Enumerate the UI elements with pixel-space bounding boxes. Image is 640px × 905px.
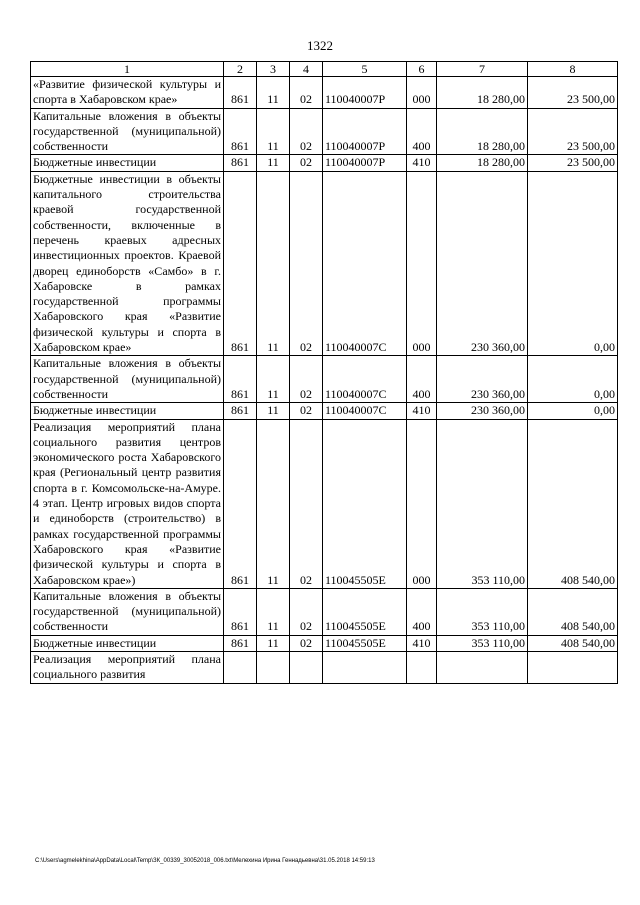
table-row bbox=[31, 651, 618, 683]
column-header: 3 bbox=[257, 62, 290, 77]
table-row bbox=[31, 108, 618, 155]
row-amount-2020: 0,00 bbox=[528, 171, 618, 356]
row-section-code: 11 bbox=[257, 155, 290, 171]
row-amount-2019: 18 280,00 bbox=[437, 108, 528, 155]
row-description: Бюджетные инвестиции bbox=[31, 635, 224, 651]
row-section-code bbox=[257, 651, 290, 683]
row-description: Реализация мероприятий плана социального развития bbox=[31, 651, 224, 683]
row-expense-type: 000 bbox=[407, 77, 437, 109]
row-amount-2019: 353 110,00 bbox=[437, 635, 528, 651]
row-subsection-code: 02 bbox=[290, 635, 323, 651]
table-row bbox=[31, 403, 618, 419]
row-amount-2020: 408 540,00 bbox=[528, 419, 618, 588]
column-header: 4 bbox=[290, 62, 323, 77]
column-header: 8 bbox=[528, 62, 618, 77]
row-expense-type: 410 bbox=[407, 155, 437, 171]
row-section-code: 11 bbox=[257, 419, 290, 588]
row-amount-2019: 230 360,00 bbox=[437, 403, 528, 419]
row-target-article: 110045505E bbox=[323, 588, 407, 635]
row-subsection-code: 02 bbox=[290, 171, 323, 356]
row-description: Реализация мероприятий плана социального развития центров экономического роста Хабаровского края (Региональный центр развития спорта в г. Комсомольске-на-Амуре. 4 этап. Центр игровых видов спорта и единоборств (строительство) в рамках государственной программы Хабаровского края «Развитие физической культуры и спорта в Хабаровском крае») bbox=[31, 419, 224, 588]
row-expense-type: 400 bbox=[407, 588, 437, 635]
column-header: 5 bbox=[323, 62, 407, 77]
row-amount-2019: 353 110,00 bbox=[437, 419, 528, 588]
row-description: Бюджетные инвестиции bbox=[31, 403, 224, 419]
table-row bbox=[31, 588, 618, 635]
row-description: Бюджетные инвестиции bbox=[31, 155, 224, 171]
row-subsection-code: 02 bbox=[290, 419, 323, 588]
row-description: Капитальные вложения в объекты государственной (муниципальной) собственности bbox=[31, 356, 224, 403]
column-header: 6 bbox=[407, 62, 437, 77]
row-ministry-code: 861 bbox=[224, 108, 257, 155]
row-target-article: 110040007C bbox=[323, 356, 407, 403]
row-subsection-code: 02 bbox=[290, 155, 323, 171]
column-header: 2 bbox=[224, 62, 257, 77]
row-ministry-code bbox=[224, 651, 257, 683]
row-section-code: 11 bbox=[257, 108, 290, 155]
row-target-article: 110040007C bbox=[323, 171, 407, 356]
row-subsection-code: 02 bbox=[290, 108, 323, 155]
table-row bbox=[31, 419, 618, 588]
table-row bbox=[31, 155, 618, 171]
row-section-code: 11 bbox=[257, 77, 290, 109]
table-row bbox=[31, 635, 618, 651]
row-subsection-code: 02 bbox=[290, 403, 323, 419]
row-target-article bbox=[323, 651, 407, 683]
row-amount-2020: 0,00 bbox=[528, 356, 618, 403]
row-expense-type: 410 bbox=[407, 635, 437, 651]
row-ministry-code: 861 bbox=[224, 403, 257, 419]
budget-table bbox=[30, 61, 618, 684]
file-path-footer: C:\Users\agmelekhina\AppData\Local\Temp\ЗК_00339_30052018_006.txt\Мелехина Ирина Геннадьевна\31.05.2018 14:59:13 bbox=[35, 858, 375, 864]
row-amount-2020: 23 500,00 bbox=[528, 155, 618, 171]
row-ministry-code: 861 bbox=[224, 419, 257, 588]
row-amount-2019: 353 110,00 bbox=[437, 588, 528, 635]
row-target-article: 110040007P bbox=[323, 77, 407, 109]
row-target-article: 110040007P bbox=[323, 108, 407, 155]
row-expense-type: 000 bbox=[407, 171, 437, 356]
row-section-code: 11 bbox=[257, 403, 290, 419]
row-section-code: 11 bbox=[257, 171, 290, 356]
row-target-article: 110045505E bbox=[323, 635, 407, 651]
row-target-article: 110040007P bbox=[323, 155, 407, 171]
row-target-article: 110045505E bbox=[323, 419, 407, 588]
row-section-code: 11 bbox=[257, 588, 290, 635]
row-section-code: 11 bbox=[257, 635, 290, 651]
row-section-code: 11 bbox=[257, 356, 290, 403]
row-subsection-code bbox=[290, 651, 323, 683]
row-amount-2020: 23 500,00 bbox=[528, 77, 618, 109]
row-ministry-code: 861 bbox=[224, 588, 257, 635]
row-amount-2020: 0,00 bbox=[528, 403, 618, 419]
row-ministry-code: 861 bbox=[224, 171, 257, 356]
row-expense-type: 000 bbox=[407, 419, 437, 588]
page-number: 1322 bbox=[307, 38, 333, 53]
row-description: «Развитие физической культуры и спорта в Хабаровском крае» bbox=[31, 77, 224, 109]
row-description: Бюджетные инвестиции в объекты капитального строительства краевой государственной собственности, включенные в перечень краевых адресных инвестиционных проектов. Краевой дворец единоборств «Самбо» в г. Хабаровске в рамках государственной программы Хабаровского края «Развитие физической культуры и спорта в Хабаровском крае» bbox=[31, 171, 224, 356]
row-subsection-code: 02 bbox=[290, 588, 323, 635]
row-amount-2020: 23 500,00 bbox=[528, 108, 618, 155]
row-amount-2020: 408 540,00 bbox=[528, 635, 618, 651]
row-ministry-code: 861 bbox=[224, 356, 257, 403]
table-row bbox=[31, 171, 618, 356]
row-description: Капитальные вложения в объекты государственной (муниципальной) собственности bbox=[31, 108, 224, 155]
row-ministry-code: 861 bbox=[224, 155, 257, 171]
row-amount-2019: 18 280,00 bbox=[437, 77, 528, 109]
row-ministry-code: 861 bbox=[224, 77, 257, 109]
row-expense-type: 400 bbox=[407, 356, 437, 403]
row-expense-type: 400 bbox=[407, 108, 437, 155]
column-header: 7 bbox=[437, 62, 528, 77]
table-row bbox=[31, 356, 618, 403]
row-expense-type bbox=[407, 651, 437, 683]
row-amount-2019: 230 360,00 bbox=[437, 356, 528, 403]
row-expense-type: 410 bbox=[407, 403, 437, 419]
row-amount-2019: 18 280,00 bbox=[437, 155, 528, 171]
column-header: 1 bbox=[31, 62, 224, 77]
row-ministry-code: 861 bbox=[224, 635, 257, 651]
row-amount-2019 bbox=[437, 651, 528, 683]
row-amount-2020: 408 540,00 bbox=[528, 588, 618, 635]
table-header-row bbox=[31, 62, 618, 77]
row-subsection-code: 02 bbox=[290, 356, 323, 403]
row-amount-2019: 230 360,00 bbox=[437, 171, 528, 356]
row-description: Капитальные вложения в объекты государственной (муниципальной) собственности bbox=[31, 588, 224, 635]
table-row bbox=[31, 77, 618, 109]
row-amount-2020 bbox=[528, 651, 618, 683]
row-subsection-code: 02 bbox=[290, 77, 323, 109]
row-target-article: 110040007C bbox=[323, 403, 407, 419]
